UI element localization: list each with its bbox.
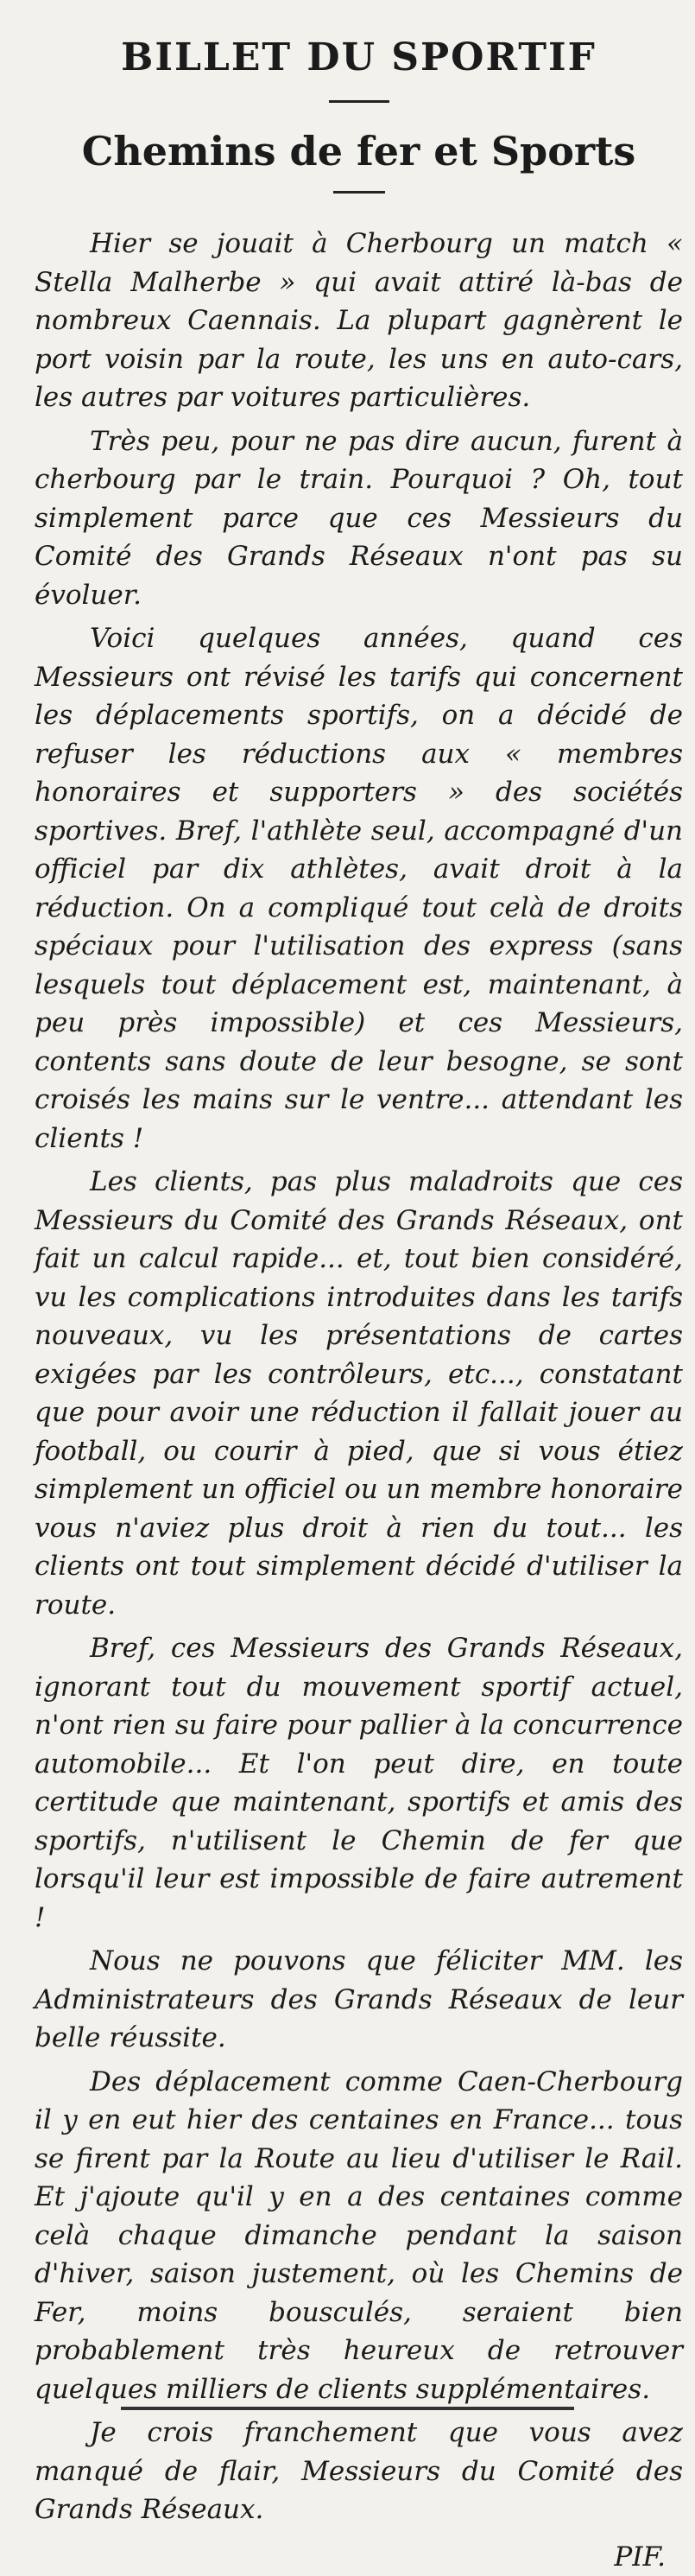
headline-divider [333, 191, 385, 194]
author-signature: PIF. [614, 2541, 666, 2573]
paragraph: Je crois franchement que vous avez manqué de flair, Messieurs du Comité des Grands Réseaux. [35, 2417, 683, 2525]
paragraph: Très peu, pour ne pas dire aucun, furent à cherbourg par le train. Pourquoi ? Oh, tout simplement parce que ces Messieurs du Comité des Grands Réseaux n'ont pas su évoluer. [35, 425, 683, 611]
article-body [35, 225, 683, 2529]
paragraph: Voici quelques années, quand ces Messieurs ont révisé les tarifs qui concernent les déplacements sportifs, on a décidé de refuser les réductions aux « membres honoraires et supporters » des sociétés sportives. Bref, l'athlète seul, accompagné d'un officiel par dix athlètes, avait droit à la réduction. On a compliqué tout celà de droits spéciaux pour l'utilisation des express (sans lesquels tout déplacement est, maintenant, à peu près impossible) et ces Messieurs, contents sans doute de leur besogne, se sont croisés les mains sur le ventre... attendant les clients ! [35, 623, 683, 1154]
paragraph: Des déplacement comme Caen-Cherbourg il y en eut hier des centaines en France... tous se firent par la Route au lieu d'utiliser le Rail. Et j'ajoute qu'il y en a des centaines comme celà chaque dimanche pendant la saison d'hiver, saison justement, où les Chemins de Fer, moins bousculés, seraient bien probablement très heureux de retrouver quelques milliers de clients supplémentaires. [35, 2065, 683, 2405]
paragraph: Hier se jouait à Cherbourg un match « Stella Malherbe » qui avait attiré là-bas de nombreux Caennais. La plupart gagnèrent le port voisin par la route, les uns en auto-cars, les autres par voitures particulières. [35, 228, 683, 413]
paragraph: Bref, ces Messieurs des Grands Réseaux, ignorant tout du mouvement sportif actuel, n'ont rien su faire pour pallier à la concurrence automobile... Et l'on peut dire, en toute certitude que maintenant, sportifs et amis des sportifs, n'utilisent le Chemin de fer que lorsqu'il leur est impossible de faire autrement ! [35, 1633, 683, 1933]
title-divider [329, 100, 389, 103]
bottom-divider [121, 2407, 574, 2410]
column-kicker: BILLET DU SPORTIF [121, 35, 597, 79]
paragraph: Les clients, pas plus maladroits que ces Messieurs du Comité des Grands Réseaux, ont fait un calcul rapide... et, tout bien considéré, vu les complications introduites dans les tarifs nouveaux, vu les présentations de cartes exigées par les contrôleurs, etc..., constatant que pour avoir une réduction il fallait jouer au football, ou courir à pied, que si vous étiez simplement un officiel ou un membre honoraire vous n'aviez plus droit à rien du tout... les clients ont tout simplement décidé d'utiliser la route. [35, 1166, 683, 1621]
paragraph: Nous ne pouvons que féliciter MM. les Administrateurs des Grands Réseaux de leur belle réussite. [35, 1945, 683, 2053]
article-headline: Chemins de fer et Sports [81, 128, 636, 174]
